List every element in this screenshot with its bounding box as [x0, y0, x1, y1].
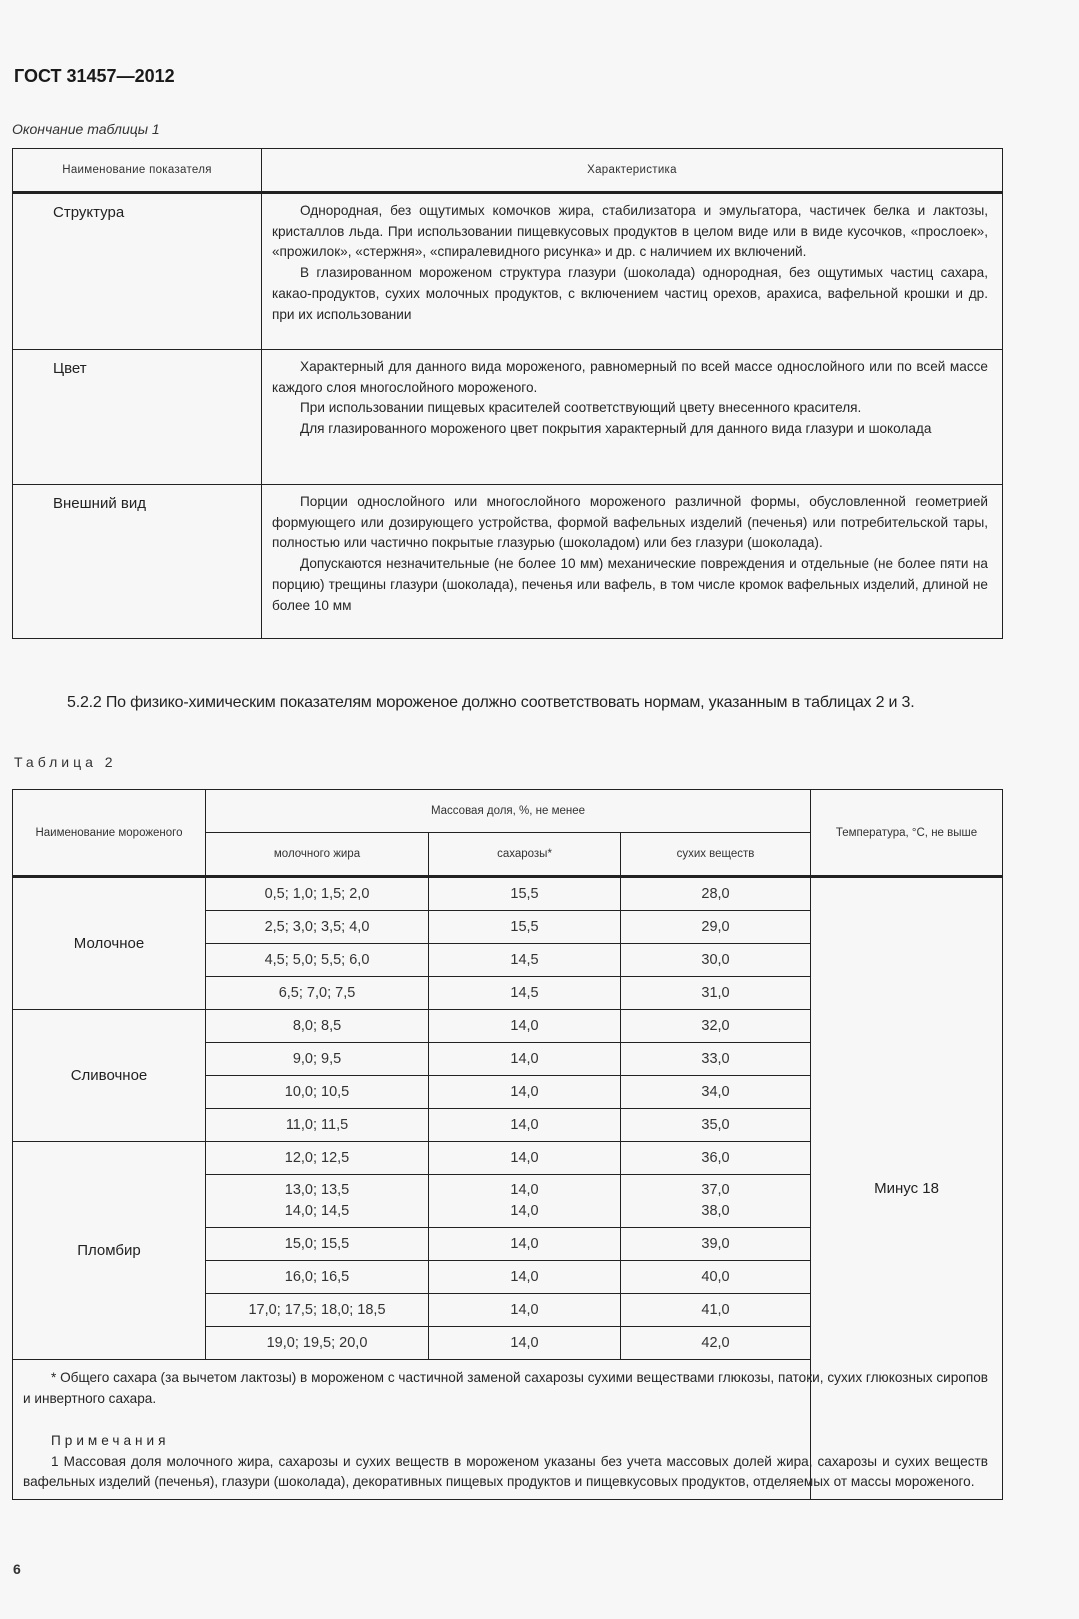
cell-sucrose: 14,0 — [429, 1010, 621, 1043]
cell-sucrose: 14,0 — [429, 1043, 621, 1076]
footnote-sucrose: * Общего сахара (за вычетом лактозы) в мороженом с частичной заменой сахарозы сухими веществами глюкозы, патоки, сухих глюкозных сиропов и инвертного сахара. — [23, 1370, 988, 1406]
document-title: ГОСТ 31457—2012 — [14, 66, 175, 86]
indicator-name: Цвет — [13, 350, 262, 485]
cell-sucrose: 15,5 — [429, 911, 621, 944]
cell-line: 37,0 — [701, 1182, 730, 1198]
cell-milk-fat: 6,5; 7,0; 7,5 — [206, 977, 429, 1010]
indicator-name: Структура — [13, 193, 262, 350]
column-header-temperature: Температура, °С, не выше — [811, 790, 1003, 877]
cell-line: 14,0 — [510, 1203, 539, 1219]
table-row — [13, 877, 1003, 911]
cell-sucrose: 15,5 — [429, 877, 621, 911]
cell-sucrose: 14,0 — [429, 1109, 621, 1142]
cell-dry-matter: 35,0 — [621, 1109, 811, 1142]
description-paragraph: Порции однослойного или многослойного мороженого различной формы, обусловленной геометрией формующего или дозирующего устройства, формой вафельных изделий (печенья) или потребительской тары, полностью или частично покрытые глазурью (шоколадом) или без глазури (шоколада). — [272, 494, 988, 551]
cell-milk-fat: 4,5; 5,0; 5,5; 6,0 — [206, 944, 429, 977]
cell-dry-matter: 30,0 — [621, 944, 811, 977]
column-header-sucrose: сахарозы* — [429, 833, 621, 877]
table-1-characteristics — [12, 148, 1003, 639]
indicator-description — [262, 193, 1003, 350]
cell-milk-fat: 11,0; 11,5 — [206, 1109, 429, 1142]
table-row — [13, 350, 1003, 485]
column-header-dry-matter: сухих веществ — [621, 833, 811, 877]
group-name: Пломбир — [13, 1142, 206, 1360]
cell-milk-fat: 12,0; 12,5 — [206, 1142, 429, 1175]
cell-sucrose: 14,0 — [429, 1294, 621, 1327]
page-number: 6 — [13, 1561, 21, 1577]
cell-milk-fat: 2,5; 3,0; 3,5; 4,0 — [206, 911, 429, 944]
description-paragraph: Характерный для данного вида мороженого, равномерный по всей массе однослойного или по всей массе каждого слоя многослойного мороженого. — [272, 359, 988, 395]
cell-dry-matter: 42,0 — [621, 1327, 811, 1360]
paragraph-5-2-2: 5.2.2 По физико-химическим показателям мороженое должно соответствовать нормам, указанным в таблицах 2 и 3. — [67, 694, 915, 711]
cell-sucrose: 14,5 — [429, 944, 621, 977]
cell-line: 14,0; 14,5 — [284, 1203, 350, 1219]
notes-title: Примечания — [51, 1433, 170, 1448]
cell-line: 13,0; 13,5 — [284, 1182, 350, 1198]
table1-caption: Окончание таблицы 1 — [12, 121, 160, 137]
table-footnote-row — [13, 1360, 1003, 1500]
cell-sucrose: 14,0 — [429, 1228, 621, 1261]
indicator-name: Внешний вид — [13, 485, 262, 639]
cell-sucrose: 14,0 — [429, 1142, 621, 1175]
description-paragraph: Допускаются незначительные (не более 10 мм) механические повреждения и отдельные (не более пяти на порцию) трещины глазури (шоколада), печенья или вафель, в том числе кромок вафельных изделий, длиной не более 10 мм — [272, 556, 988, 613]
description-paragraph: При использовании пищевых красителей соответствующий цвету внесенного красителя. — [300, 400, 862, 416]
cell-dry-matter: 34,0 — [621, 1076, 811, 1109]
cell-dry-matter — [621, 1175, 811, 1228]
cell-milk-fat: 0,5; 1,0; 1,5; 2,0 — [206, 877, 429, 911]
column-header-milk-fat: молочного жира — [206, 833, 429, 877]
cell-line: 14,0 — [510, 1182, 539, 1198]
table-2-physicochemical — [12, 789, 1003, 1500]
cell-milk-fat: 19,0; 19,5; 20,0 — [206, 1327, 429, 1360]
cell-line: 38,0 — [701, 1203, 730, 1219]
cell-milk-fat: 16,0; 16,5 — [206, 1261, 429, 1294]
note-1: 1 Массовая доля молочного жира, сахарозы и сухих веществ в мороженом указаны без учета массовых долей жира, сахарозы и сухих веществ вафельных изделий (печенья), глазури (шоколада), декоративных пищевых продуктов и пищевкусовых продуктов, отделяемых от массы мороженого. — [23, 1453, 988, 1489]
cell-milk-fat: 15,0; 15,5 — [206, 1228, 429, 1261]
cell-sucrose: 14,5 — [429, 977, 621, 1010]
cell-dry-matter: 39,0 — [621, 1228, 811, 1261]
description-paragraph: Для глазированного мороженого цвет покрытия характерный для данного вида глазури и шоколада — [300, 421, 932, 437]
table-row — [13, 193, 1003, 350]
cell-dry-matter: 28,0 — [621, 877, 811, 911]
cell-sucrose: 14,0 — [429, 1076, 621, 1109]
cell-milk-fat: 17,0; 17,5; 18,0; 18,5 — [206, 1294, 429, 1327]
cell-dry-matter: 29,0 — [621, 911, 811, 944]
cell-dry-matter: 36,0 — [621, 1142, 811, 1175]
cell-dry-matter: 33,0 — [621, 1043, 811, 1076]
table-footnotes — [13, 1360, 1003, 1500]
column-header-name: Наименование мороженого — [13, 790, 206, 877]
indicator-description — [262, 350, 1003, 485]
cell-milk-fat — [206, 1175, 429, 1228]
table-header-row — [13, 790, 1003, 833]
group-name: Молочное — [13, 877, 206, 1010]
indicator-description — [262, 485, 1003, 639]
table-header-row — [13, 149, 1003, 193]
cell-dry-matter: 41,0 — [621, 1294, 811, 1327]
column-header-indicator: Наименование показателя — [13, 149, 262, 193]
column-header-mass-fraction: Массовая доля, %, не менее — [206, 790, 811, 833]
cell-milk-fat: 9,0; 9,5 — [206, 1043, 429, 1076]
column-header-characteristic: Характеристика — [262, 149, 1003, 193]
table-row — [13, 485, 1003, 639]
cell-dry-matter: 31,0 — [621, 977, 811, 1010]
cell-dry-matter: 40,0 — [621, 1261, 811, 1294]
cell-milk-fat: 8,0; 8,5 — [206, 1010, 429, 1043]
cell-sucrose: 14,0 — [429, 1261, 621, 1294]
table2-caption: Таблица 2 — [14, 754, 117, 770]
description-paragraph: В глазированном мороженом структура глазури (шоколада) однородная, без ощутимых частиц сахара, какао-продуктов, сухих молочных продуктов, с включением частиц орехов, арахиса, вафельной крошки и др. при их использовании — [272, 265, 988, 322]
group-name: Сливочное — [13, 1010, 206, 1142]
description-paragraph: Однородная, без ощутимых комочков жира, стабилизатора и эмульгатора, частичек белка и лактозы, кристаллов льда. При использовании пищевкусовых продуктов в целом виде или в виде кусочков, «прослоек», «прожилок», «стержня», «спиралевидного рисунка» и др. с наличием их включений. — [272, 203, 988, 260]
cell-milk-fat: 10,0; 10,5 — [206, 1076, 429, 1109]
cell-temperature: Минус 18 — [811, 877, 1003, 1500]
cell-sucrose: 14,0 — [429, 1327, 621, 1360]
cell-sucrose — [429, 1175, 621, 1228]
cell-dry-matter: 32,0 — [621, 1010, 811, 1043]
